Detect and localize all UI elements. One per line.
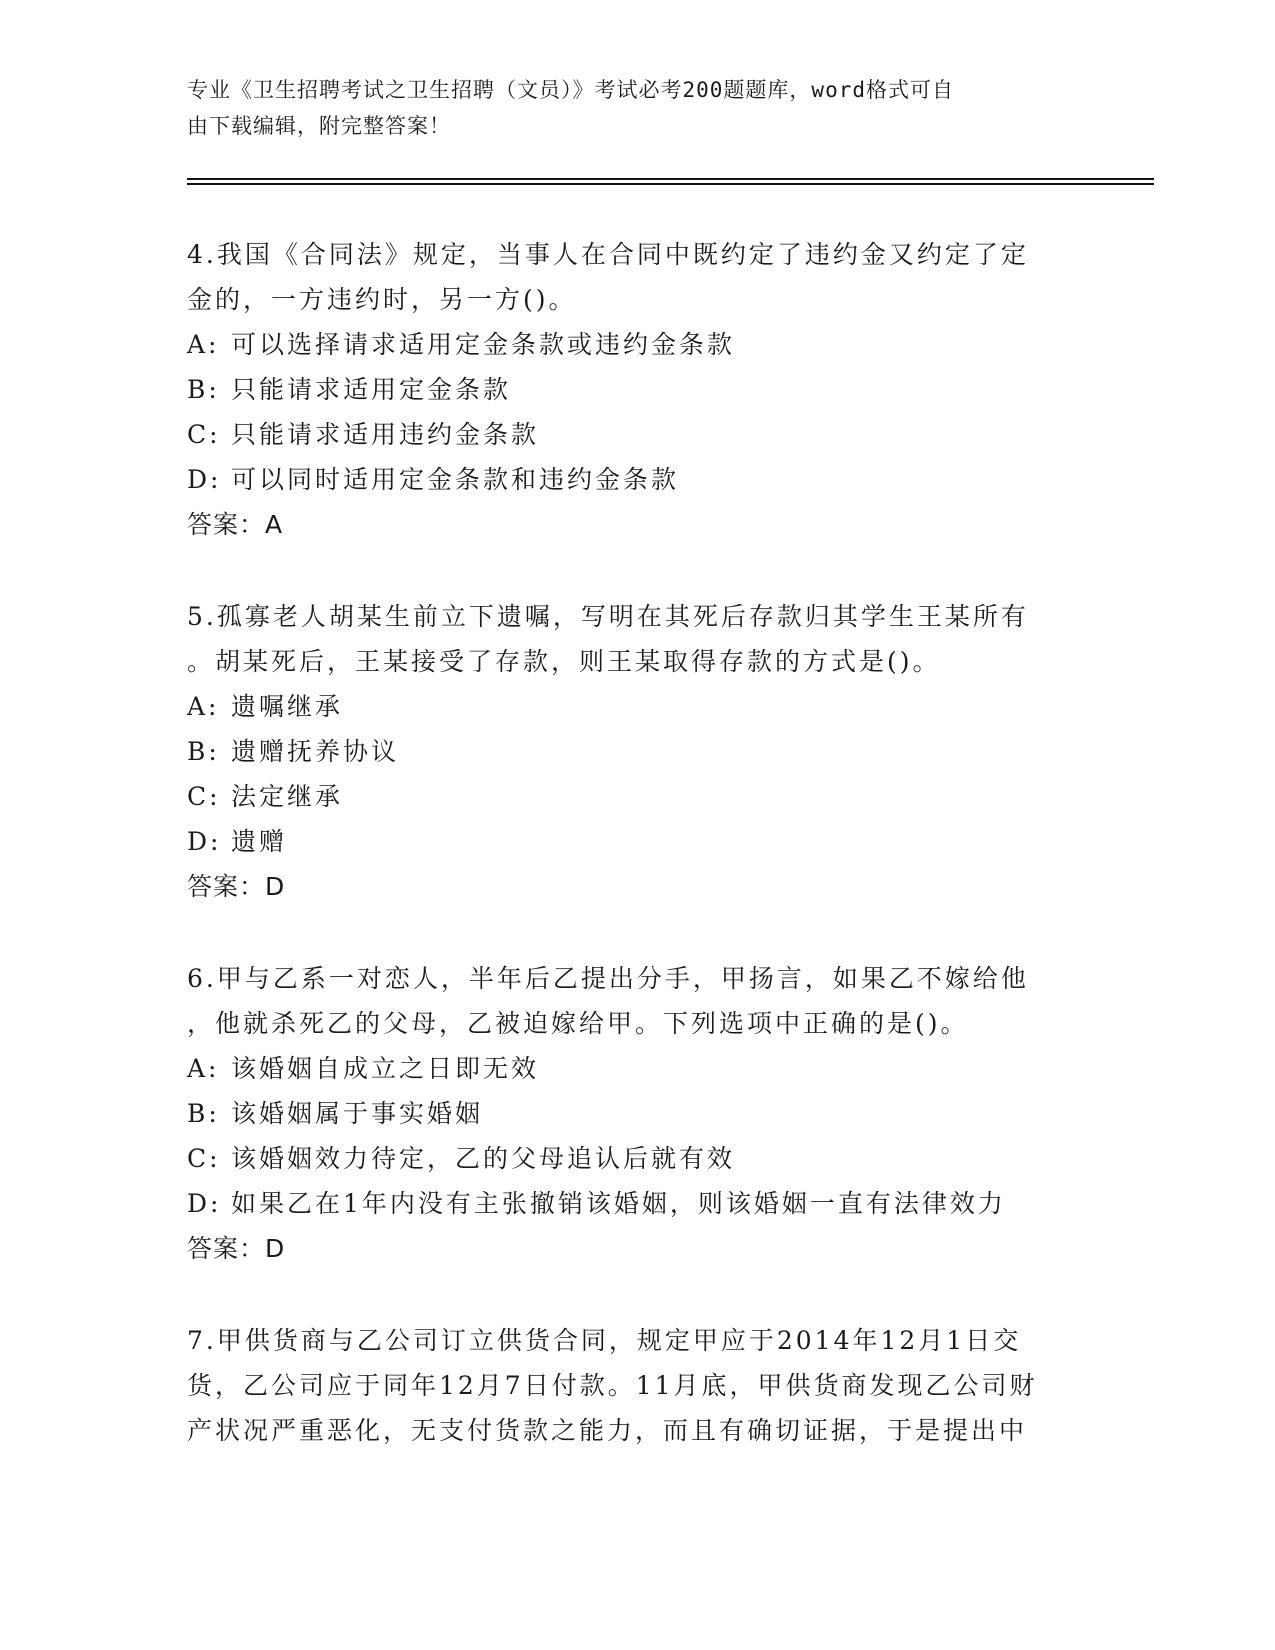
answer-line: 答案：D: [187, 1234, 286, 1263]
option-c: [187, 774, 1087, 819]
option-text: 只能请求适用违约金条款: [231, 420, 540, 449]
option-text: 遗嘱继承: [231, 692, 344, 721]
option-label: C:: [187, 1144, 221, 1173]
option-b: [187, 1091, 1087, 1136]
question-text-line: 4.我国《合同法》规定，当事人在合同中既约定了违约金又约定了定: [187, 240, 1029, 269]
option-c: [187, 1136, 1087, 1181]
option-label: B:: [187, 1099, 220, 1128]
question-text-line: 5.孤寡老人胡某生前立下遗嘱，写明在其死后存款归其学生王某所有: [187, 602, 1029, 631]
option-d: [187, 457, 1087, 502]
question-text-line: 货，乙公司应于同年12月7日付款。11月底，甲供货商发现乙公司财: [187, 1371, 1038, 1400]
option-text: 如果乙在1年内没有主张撤销该婚姻，则该婚姻一直有法律效力: [231, 1189, 1006, 1218]
option-text: 该婚姻效力待定，乙的父母追认后就有效: [231, 1144, 736, 1173]
option-a: [187, 684, 1087, 729]
question-text-line: 6.甲与乙系一对恋人，半年后乙提出分手，甲扬言，如果乙不嫁给他: [187, 964, 1029, 993]
option-a: [187, 322, 1087, 367]
option-label: A:: [187, 692, 220, 721]
question-text-line: ，他就杀死乙的父母，乙被迫嫁给甲。下列选项中正确的是()。: [187, 1009, 969, 1038]
option-text: 只能请求适用定金条款: [231, 375, 512, 404]
option-text: 遗赠抚养协议: [231, 737, 400, 766]
question-text-line: 。胡某死后，王某接受了存款，则王某取得存款的方式是()。: [187, 647, 941, 676]
option-d: [187, 819, 1087, 864]
option-text: 法定继承: [231, 782, 344, 811]
header-line-2: 由下载编辑，附完整答案！: [187, 114, 451, 138]
question-5: [187, 594, 1087, 909]
question-6: [187, 956, 1087, 1271]
question-4: [187, 232, 1087, 547]
option-b: [187, 367, 1087, 412]
option-label: D:: [187, 465, 222, 494]
option-text: 可以选择请求适用定金条款或违约金条款: [231, 330, 736, 359]
option-label: C:: [187, 420, 221, 449]
option-label: A:: [187, 1054, 220, 1083]
answer-line: 答案：D: [187, 872, 286, 901]
option-label: C:: [187, 782, 221, 811]
option-label: B:: [187, 737, 220, 766]
option-label: A:: [187, 330, 220, 359]
option-d: [187, 1181, 1087, 1226]
option-text: 该婚姻属于事实婚姻: [231, 1099, 484, 1128]
answer-line: 答案：A: [187, 510, 284, 539]
question-text-line: 金的，一方违约时，另一方()。: [187, 285, 577, 314]
question-text-line: 产状况严重恶化，无支付货款之能力，而且有确切证据，于是提出中: [187, 1416, 1028, 1445]
header-divider-bottom: [187, 183, 1154, 185]
option-c: [187, 412, 1087, 457]
question-7: [187, 1318, 1087, 1453]
document-header: [187, 72, 1067, 144]
option-label: B:: [187, 375, 220, 404]
header-divider-top: [187, 178, 1154, 180]
option-label: D:: [187, 1189, 222, 1218]
option-text: 可以同时适用定金条款和违约金条款: [231, 465, 680, 494]
header-line-1: 专业《卫生招聘考试之卫生招聘（文员）》考试必考200题题库，word格式可自: [187, 78, 954, 102]
option-text: 遗赠: [231, 827, 288, 856]
option-label: D:: [187, 827, 222, 856]
option-a: [187, 1046, 1087, 1091]
option-b: [187, 729, 1087, 774]
question-list: [187, 232, 1087, 1500]
question-text-line: 7.甲供货商与乙公司订立供货合同，规定甲应于2014年12月1日交: [187, 1326, 1022, 1355]
option-text: 该婚姻自成立之日即无效: [231, 1054, 540, 1083]
